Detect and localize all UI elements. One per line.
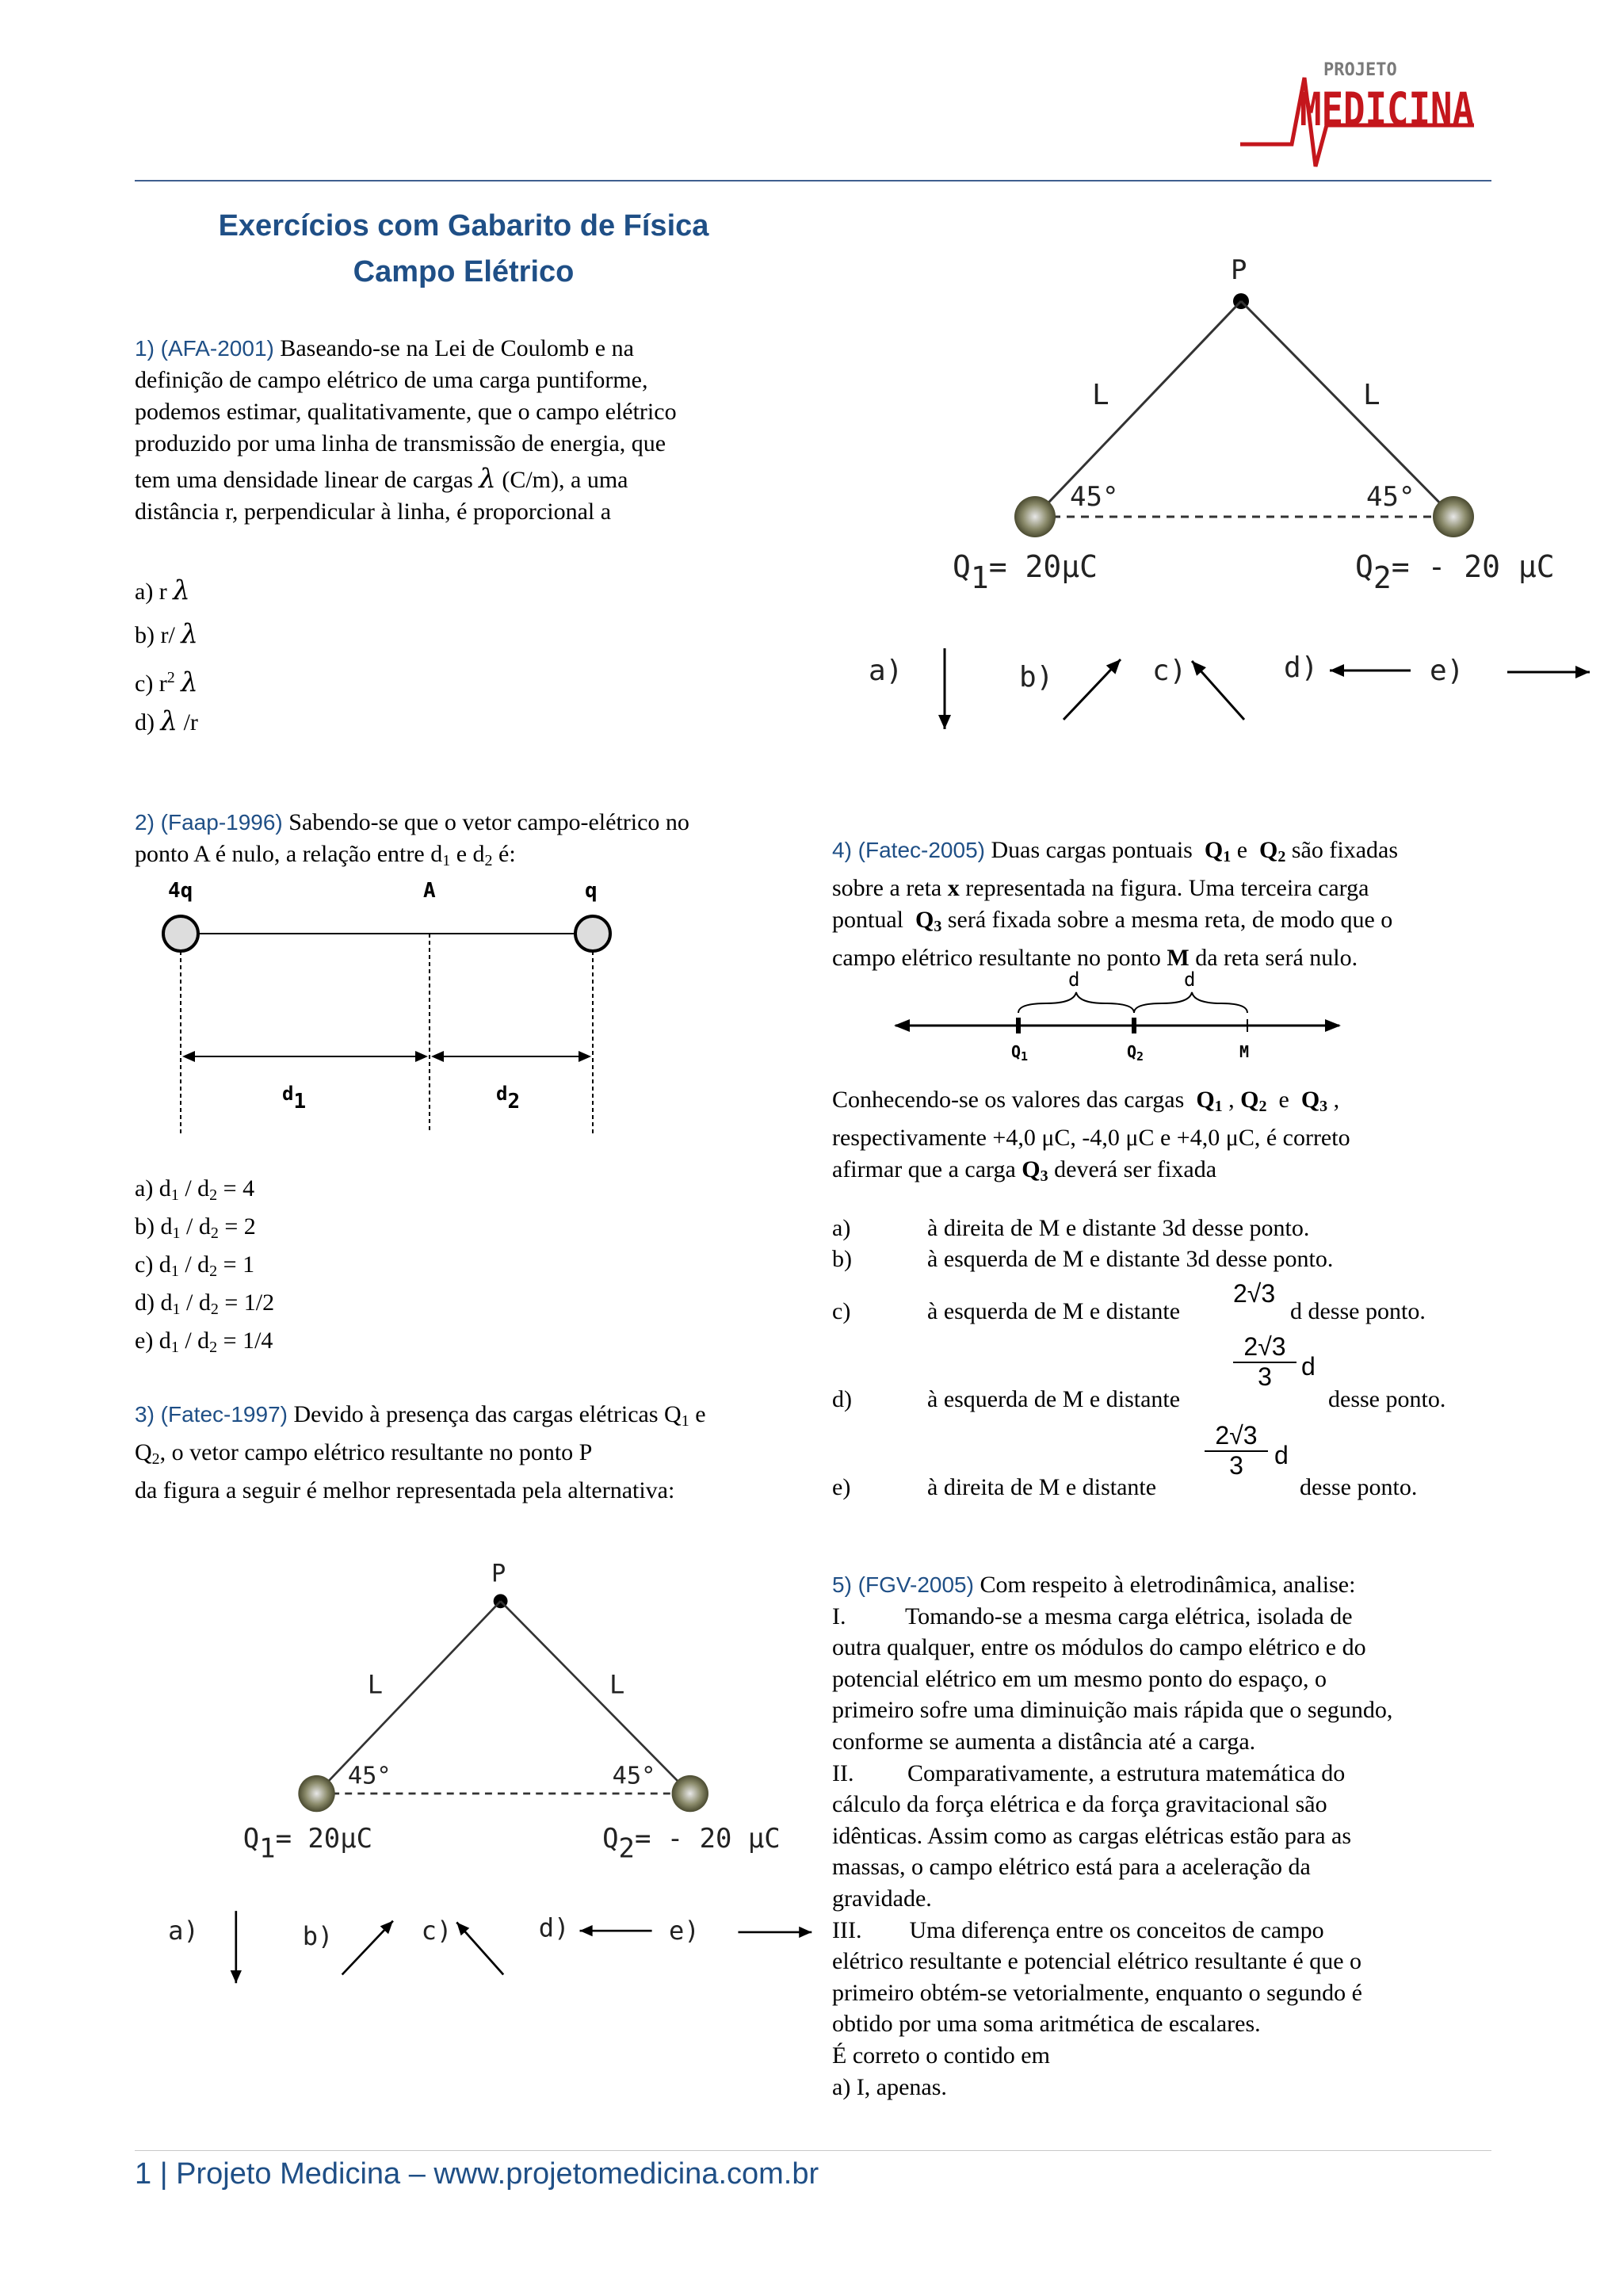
charge-4q: [163, 916, 198, 951]
q4-option-e-text: à direita de M e distante: [927, 1474, 1157, 1500]
question-5: 5) (FGV-2005) Com respeito à eletrodinâmica, analise: I. Tomando-se a mesma carga elétrica, isolada de outra qualquer, entre os módulos do campo elétrico e do potencial elétrico em um mesmo ponto do espaço, o primeiro sofre uma diminuição mais rápida que o segundo, conforme se aumenta a distância até a carga. II. Comparativamente, a estrutura matemática do cálculo da força elétrica e da força gravitacional são idênticas. Assim como as cargas elétricas estão para as massas, o campo elétrico está para a aceleração da gravidade. III. Uma diferença entre os conceitos de campo elétrico resultante e potencial elétrico resultante é que o primeiro obtém-se vetorialmente, enquanto o segundo é obtido por uma soma aritmética de escalares. É correto o contido em a) I, apenas.: [832, 1569, 1498, 2103]
q2-line: Sabendo-se que o vetor campo-elétrico no: [288, 809, 689, 835]
q1-line: distância r, perpendicular à linha, é proporcional a: [135, 499, 612, 525]
logo-small-text: PROJETO: [1323, 60, 1397, 80]
question-4-cont: Conhecendo-se os valores das cargas $Q_1$ , $Q_2$ e $Q_3$ , respectivamente +4,0 μC, -4,0 μC e +4,0 μC, é correto afirmar que a carga $Q_3$ deverá ser fixada: [832, 1084, 1490, 1192]
angle-label-right: 45°: [1366, 481, 1415, 513]
label-A: A: [423, 879, 436, 903]
q5-line: conforme se aumenta a distância até a carga.: [832, 1728, 1256, 1755]
option-e-label: e): [1430, 655, 1465, 687]
arrow-left-icon-head: [1330, 664, 1344, 677]
label-d2: d2: [496, 1083, 521, 1114]
brace-right: [1134, 992, 1247, 1013]
page-title: Exercícios com Gabarito de Física: [218, 209, 709, 243]
arrow-down-icon-head: [231, 1970, 242, 1983]
q5-line: primeiro obtém-se vetorialmente, enquanto o segundo é: [832, 1979, 1362, 2006]
q5-line: potencial elétrico em um mesmo ponto do espaço, o: [832, 1665, 1327, 1692]
q2-option: a) $d_1 / d_2 = 4$: [135, 1175, 255, 1204]
q5-line: É correto o contido em: [832, 2042, 1050, 2069]
question-4: 4) (Fatec-2005) Duas cargas pontuais $Q_1$ e $Q_2$ são fixadas sobre a reta x representada na figura. Uma terceira carga pontual $Q_3$ será fixada sobre a mesma reta, de modo que o campo elétrico resultante no ponto M da reta será nulo.: [832, 837, 1398, 971]
q4-option-b: b): [832, 1246, 852, 1272]
q2-line: ponto A é nulo, a relação entre $d_1$ e $d_2$ é:: [135, 841, 516, 869]
line-L-right: [501, 1601, 690, 1794]
q1-line: podemos estimar, qualitativamente, que o campo elétrico: [135, 399, 677, 425]
angle-label-left: 45°: [347, 1762, 391, 1790]
option-b-label: b): [302, 1921, 334, 1952]
q4-option-a: a): [832, 1215, 851, 1241]
figure-charges-distance: [151, 872, 626, 1141]
label-q2: Q2= - 20 μC: [1355, 549, 1555, 595]
q4-option-d-tail: desse ponto.: [1328, 1386, 1446, 1412]
page-footer: 1 | Projeto Medicina – www.projetomedicina.com.br: [135, 2157, 819, 2191]
q4-source: 4) (Fatec-2005): [832, 838, 985, 862]
arrow-right-icon-head: [1575, 666, 1590, 678]
q5-line: outra qualquer, entre os módulos do campo elétrico e do: [832, 1634, 1366, 1661]
arrowhead: [1325, 1019, 1341, 1032]
q5-line: I. Tomando-se a mesma carga elétrica, isolada de: [832, 1603, 1353, 1629]
line-L-left: [317, 1601, 501, 1794]
q4-option-e: e): [832, 1474, 851, 1500]
q1-line: definição de campo elétrico de uma carga puntiforme,: [135, 367, 648, 393]
arrow-right-icon-head: [799, 1927, 812, 1938]
arrowhead: [894, 1019, 910, 1032]
q5-line: II. Comparativamente, a estrutura matemática do: [832, 1759, 1346, 1786]
option-d-label: d): [1284, 651, 1319, 684]
q4-option-c-text: à esquerda de M e distante: [927, 1298, 1181, 1324]
label-d: d: [1068, 968, 1080, 991]
label-Q2: $Q_2$: [1127, 1042, 1144, 1064]
charge-q2: [1433, 496, 1474, 537]
label-L-right: L: [609, 1669, 625, 1700]
question-2: [135, 807, 792, 877]
label-q1: Q1= 20μC: [953, 549, 1098, 595]
q5-line: primeiro sofre uma diminuição mais rápida que o segundo,: [832, 1697, 1393, 1724]
figure-line-charges: [832, 965, 1387, 1068]
q1-line: produzido por uma linha de transmissão de energia, que: [135, 430, 666, 457]
q5-line: gravidade.: [832, 1885, 932, 1912]
arrowhead: [579, 1051, 591, 1062]
q4-option-b-text: à esquerda de M e distante 3d desse ponto.: [927, 1246, 1334, 1272]
line-L-left: [1035, 301, 1241, 517]
charge-q1: [1014, 496, 1056, 537]
label-q1: Q1= 20μC: [242, 1822, 373, 1864]
q4-option-d: d): [832, 1386, 852, 1412]
label-q: q: [585, 879, 598, 903]
q4-d-fraction: $\frac{2√3}{3}$: [1233, 1331, 1296, 1390]
label-M: M: [1239, 1042, 1250, 1061]
label-4q: 4q: [168, 879, 193, 903]
arrow-left-icon-head: [580, 1925, 593, 1936]
label-P: P: [491, 1560, 506, 1588]
option-a-label: a): [869, 655, 903, 687]
q5-line: a) I, apenas.: [832, 2073, 947, 2100]
option-c-label: c): [421, 1915, 453, 1946]
q4-option-e-tail: desse ponto.: [1300, 1474, 1418, 1500]
label-L-right: L: [1363, 379, 1381, 411]
q5-source: 5) (FGV-2005): [832, 1572, 974, 1597]
q2-option: d) $d_1 / d_2 = 1/2$: [135, 1289, 275, 1318]
page-subtitle: Campo Elétrico: [353, 255, 575, 288]
q4-d-d: d: [1301, 1352, 1316, 1381]
q4-option-a-text: à direita de M e distante 3d desse ponto.: [927, 1215, 1310, 1241]
q5-line: massas, o campo elétrico está para a aceleração da: [832, 1854, 1311, 1881]
q4-line: respectivamente +4,0 μC, -4,0 μC e +4,0 μC, é correto: [832, 1125, 1350, 1151]
arrowhead: [431, 1051, 444, 1062]
brace-left: [1018, 992, 1134, 1013]
q1-source: 1) (AFA-2001): [135, 336, 274, 361]
q3-line: da figura a seguir é melhor representada pela alternativa:: [135, 1477, 675, 1503]
charge-q: [575, 916, 610, 951]
charge-q1: [298, 1775, 334, 1812]
angle-label-right: 45°: [612, 1762, 656, 1790]
figure-field-bottom: [143, 1530, 800, 2005]
logo-big-text: MEDICINA: [1300, 82, 1474, 136]
q2-option: e) $d_1 / d_2 = 1/4$: [135, 1328, 273, 1356]
q5-line: obtido por uma soma aritmética de escalares.: [832, 2011, 1261, 2038]
label-q2: Q2= - 20 μC: [602, 1822, 781, 1864]
arrow-down-icon-head: [938, 715, 951, 729]
q2-options: [135, 1173, 274, 1363]
q1-tick: [1016, 1018, 1021, 1033]
q1-line: (C/m), a uma: [502, 467, 628, 493]
q5-line: idênticas. Assim como as cargas elétricas estão para as: [832, 1822, 1352, 1849]
option-a-label: a): [168, 1915, 199, 1946]
projeto-medicina-logo: [1236, 55, 1490, 174]
option-b-label: b): [1019, 661, 1054, 693]
arrowhead: [415, 1051, 428, 1062]
q1-line: tem uma densidade linear de cargas: [135, 467, 473, 493]
q5-line: elétrico resultante e potencial elétrico resultante é que o: [832, 1948, 1362, 1975]
label-d: d: [1184, 968, 1196, 991]
arrowhead: [182, 1051, 195, 1062]
q4-c-sqrt: 2√3: [1233, 1279, 1276, 1308]
q5-line: III. Uma diferença entre os conceitos de campo: [832, 1916, 1324, 1943]
q2-tick: [1132, 1018, 1136, 1033]
q3-source: 3) (Fatec-1997): [135, 1402, 288, 1427]
q4-option-d-text: à esquerda de M e distante: [927, 1386, 1181, 1412]
angle-label-left: 45°: [1070, 481, 1119, 513]
q1-option-a: a) r λ: [135, 575, 190, 606]
q2-source: 2) (Faap-1996): [135, 810, 283, 835]
q1-option-d: d) λ /r: [135, 705, 198, 737]
label-d1: d1: [282, 1083, 307, 1114]
label-L-left: L: [367, 1669, 384, 1700]
option-d-label: d): [538, 1912, 570, 1943]
label-Q1: $Q_1$: [1011, 1042, 1029, 1064]
q1-option-b: b) r/ λ: [135, 618, 198, 650]
lambda-symbol: λ: [479, 463, 496, 495]
q4-option-c-tail: d desse ponto.: [1290, 1298, 1426, 1324]
q4-option-c: c): [832, 1298, 851, 1324]
q2-option: b) $d_1 / d_2 = 2$: [135, 1213, 256, 1242]
q4-e-fraction: $\frac{2√3}{3}$: [1205, 1420, 1268, 1479]
q1-line: Baseando-se na Lei de Coulomb e na: [280, 335, 634, 361]
question-1: [135, 333, 792, 528]
option-e-label: e): [669, 1915, 700, 1946]
option-c-label: c): [1152, 655, 1187, 687]
footer-rule: [135, 2150, 1491, 2151]
q1-option-c: c) $r^2$ λ: [135, 667, 198, 698]
q5-line: cálculo da força elétrica e da força gravitacional são: [832, 1791, 1327, 1818]
label-P: P: [1231, 254, 1247, 286]
line-L-right: [1241, 301, 1453, 517]
question-3: 3) (Fatec-1997) Devido à presença das cargas elétricas $Q_1$ e $Q_2$, o vetor campo elétrico resultante no ponto P da figura a seguir é melhor representada pela alternativa:: [135, 1399, 800, 1507]
q4-e-d: d: [1274, 1441, 1289, 1469]
q2-option: c) $d_1 / d_2 = 1$: [135, 1251, 255, 1280]
label-L-left: L: [1092, 379, 1109, 411]
header-rule: [135, 180, 1491, 181]
charge-q2: [672, 1775, 708, 1812]
figure-field-top: [840, 246, 1577, 729]
